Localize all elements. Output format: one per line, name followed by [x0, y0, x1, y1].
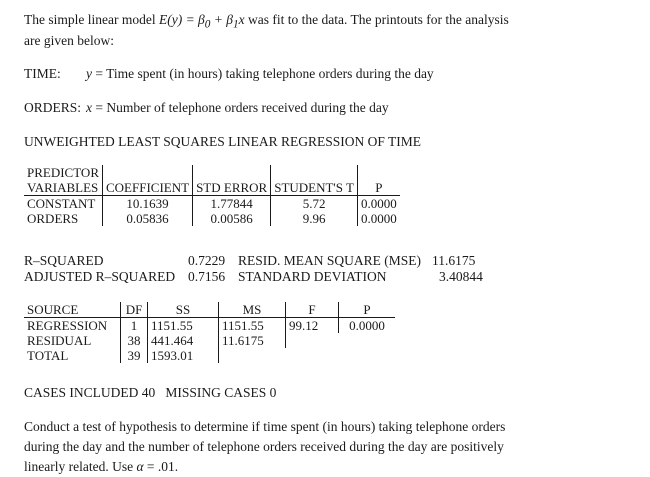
intro-line-2: are given below:: [24, 33, 114, 48]
adj-r-squared-label: ADJUSTED R–SQUARED: [24, 269, 176, 284]
anova-header-f: F: [286, 302, 339, 318]
anova-regression-ss: 1151.55: [148, 318, 219, 334]
mse-value: 11.6175: [432, 253, 476, 268]
anova-header-ms: MS: [219, 302, 286, 318]
mse-label: RESID. MEAN SQUARE (MSE): [238, 253, 422, 268]
header-variables: VARIABLES: [24, 180, 103, 196]
anova-header-ss: SS: [148, 302, 219, 318]
anova-total-source: TOTAL: [24, 348, 121, 363]
orders-label: ORDERS:: [24, 100, 82, 115]
question-line-3-text: linearly related. Use: [24, 459, 137, 474]
anova-total-df: 39: [121, 348, 148, 363]
anova-residual-source: RESIDUAL: [24, 333, 121, 348]
r-squared-label: R–SQUARED: [24, 253, 104, 268]
intro-line-1: [24, 12, 509, 31]
anova-total-p: [339, 348, 396, 363]
beta1-subscript: 1: [233, 18, 239, 31]
anova-table: [24, 302, 395, 363]
time-text: = Time spent (in hours) taking telephone orders during the day: [92, 66, 434, 81]
anova-residual-ms: 11.6175: [219, 333, 286, 348]
anova-regression-source: REGRESSION: [24, 318, 121, 334]
time-definition: [24, 66, 434, 82]
row-orders-p: 0.0000: [360, 211, 397, 226]
row-constant-se: 1.77844: [193, 196, 271, 212]
beta0-subscript: 0: [204, 18, 211, 31]
anova-total-f: [286, 348, 339, 363]
anova-regression-df: 1: [121, 318, 148, 334]
anova-regression-f: 99.12: [286, 318, 339, 334]
row-constant-coef: 10.1639: [103, 196, 193, 212]
header-coefficient: COEFFICIENT: [103, 180, 193, 196]
anova-header-p: P: [339, 302, 396, 318]
anova-residual-f: [286, 333, 339, 348]
row-orders-name: ORDERS: [24, 211, 103, 226]
row-orders-coef: 0.05836: [103, 211, 193, 226]
anova-residual-ss: 441.464: [148, 333, 219, 348]
anova-residual-p: [339, 333, 396, 348]
question-line-2: during the day and the number of telephone orders received during the day are positively: [24, 439, 504, 454]
sd-value: 3.40844: [439, 269, 483, 284]
header-std-error: STD ERROR: [193, 180, 271, 196]
row-constant-t: 5.72: [271, 196, 358, 212]
row-orders-se: 0.00586: [193, 211, 271, 226]
time-var: y: [86, 66, 92, 81]
row-constant-p: 0.0000: [360, 196, 397, 211]
anova-regression-p: 0.0000: [349, 318, 385, 333]
orders-text: = Number of telephone orders received during the day: [92, 100, 389, 115]
r-squared-value: 0.7229: [188, 253, 226, 268]
regression-title: UNWEIGHTED LEAST SQUARES LINEAR REGRESSION OF TIME: [24, 134, 421, 149]
row-constant-name: CONSTANT: [24, 196, 103, 212]
question-line-3: [24, 457, 604, 477]
sd-label: STANDARD DEVIATION: [238, 269, 387, 284]
question-text: [24, 417, 604, 477]
orders-var: x: [86, 100, 92, 115]
predictor-table: [24, 165, 400, 226]
intro-text: The simple linear model: [24, 12, 159, 27]
cases-line: CASES INCLUDED 40 MISSING CASES 0: [24, 385, 277, 400]
question-line-1: Conduct a test of hypothesis to determine if time spent (in hours) taking telephone orders: [24, 419, 506, 434]
model-plus-beta1: + β: [210, 12, 234, 27]
alpha-symbol: α: [136, 459, 144, 474]
header-p: P: [357, 180, 399, 196]
model-x: x: [238, 12, 245, 27]
intro-text-2: was fit to the data. The printouts for the analysis: [244, 12, 509, 27]
alpha-value: = .01.: [143, 459, 179, 474]
orders-definition: [24, 100, 389, 116]
header-students-t: STUDENT'S T: [271, 180, 358, 196]
predictor-header-line1: PREDICTOR: [24, 165, 103, 180]
anova-regression-ms: 1151.55: [219, 318, 286, 334]
time-label: TIME:: [24, 66, 61, 81]
anova-total-ss: 1593.01: [148, 348, 219, 363]
anova-header-source: SOURCE: [24, 302, 121, 318]
anova-header-df: DF: [121, 302, 148, 318]
model-expression: [158, 12, 245, 31]
row-orders-t: 9.96: [271, 211, 358, 226]
anova-total-ms: [219, 348, 286, 363]
anova-residual-df: 38: [121, 333, 148, 348]
model-lhs: E(y) = β: [158, 12, 205, 27]
adj-r-squared-value: 0.7156: [188, 269, 226, 284]
